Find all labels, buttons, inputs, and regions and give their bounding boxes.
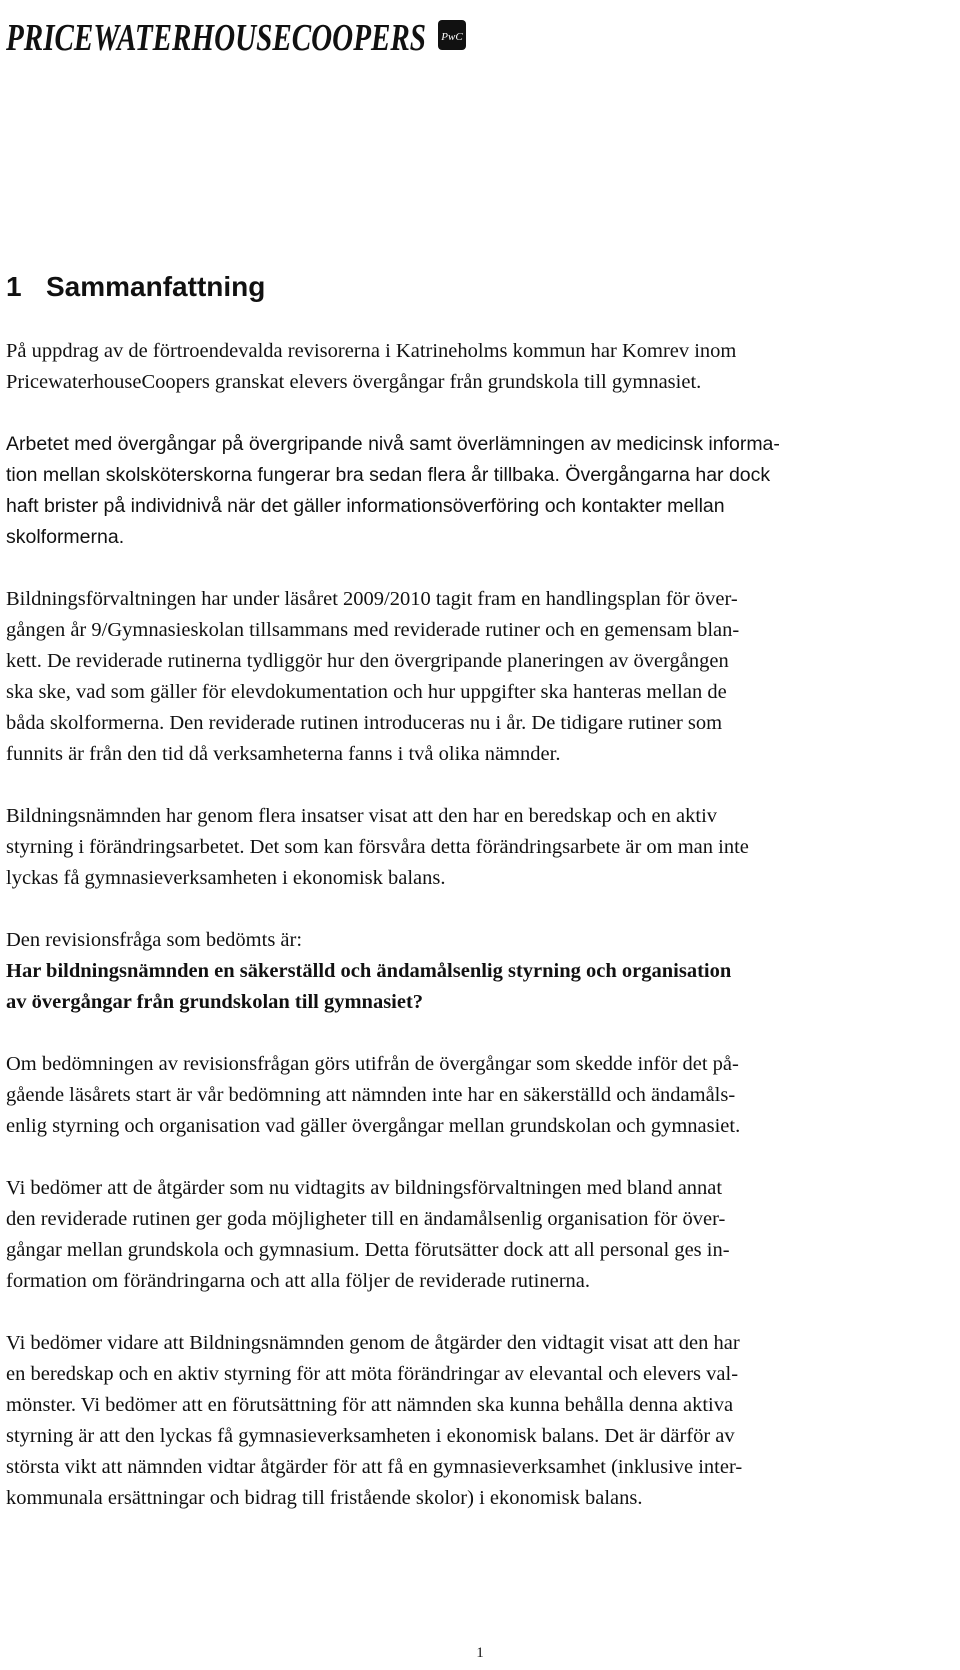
paragraph-question-intro: Den revisionsfråga som bedömts är: (6, 929, 303, 951)
paragraph-assessment: Om bedömningen av revisionsfrågan görs utifrån de övergångar som skedde inför det på- gående läsårets start är vår bedömning att nämnden inte har en säkerställd och ändamåls- enlig styrning och organisation vad gäller övergångar mellan grundskolan och gymnasiet. (6, 1053, 741, 1137)
pwc-seal-icon (438, 20, 466, 50)
logo-wordmark: PRICEWATERHOUSECOOPERS (5, 17, 427, 59)
paragraph-further-assessment: Vi bedömer vidare att Bildningsnämnden genom de åtgärder den vidtagit visat att den har en beredskap och en aktiv styrning för att möta förändringar av elevantal och elevers val- mönster. Vi bedömer att en förutsättning för att nämnden ska kunna behålla denna aktiva styrning är att den lyckas få gymnasieverksamheten i ekonomisk balans. Det är därför av största vikt att nämnden vidtar åtgärder för att få en gymnasieverksamhet (inklusive inter- kommunala ersättningar och bidrag till fristående skolor) i ekonomisk balans. (6, 1332, 743, 1509)
page-number: 1 (476, 1645, 484, 1661)
document-body (6, 336, 946, 1545)
paragraph-board-readiness: Bildningsnämnden har genom flera insatser visat att den har en beredskap och en aktiv styrning i förändringsarbetet. Det som kan försvåra detta förändringsarbete är om man inte lyckas få gymnasieverksamheten i ekonomisk balans. (6, 805, 749, 889)
section-heading (6, 270, 265, 304)
pwc-logo (4, 6, 494, 62)
paragraph-assignment: På uppdrag av de förtroendevalda revisorerna i Katrineholms kommun har Komrev inom PricewaterhouseCoopers granskat elevers övergångar från grundskola till gymnasiet. (6, 340, 737, 393)
section-number: 1 (6, 271, 22, 302)
paragraph-action-plan: Bildningsförvaltningen har under läsåret 2009/2010 tagit fram en handlingsplan för över- gången år 9/Gymnasieskolan tillsammans med reviderade rutiner och en gemensam blan- kett. De reviderade rutinerna tydliggör hur den övergripande planeringen av övergången ska ske, vad som gäller för elevdokumentation och hur uppgifter ska hanteras mellan de båda skolformerna. Den reviderade rutinen introduceras nu i år. De tidigare rutiner som funnits är från den tid då verksamheterna fanns i två olika nämnder. (6, 588, 740, 765)
svg-text:PwC: PwC (441, 31, 463, 43)
paragraph-current-work: Arbetet med övergångar på övergripande nivå samt överlämningen av medicinsk informa- tion mellan skolsköterskorna fungerar bra sedan flera år tillbaka. Övergångarna har dock haft brister på individnivå när det gäller informationsöverföring och kontakter mellan skolformerna. (6, 433, 780, 548)
section-title: Sammanfattning (46, 271, 266, 302)
paragraph-audit-question: Har bildningsnämnden en säkerställd och ändamålsenlig styrning och organisation av övergångar från grundskolan till gymnasiet? (6, 960, 732, 1013)
paragraph-measures: Vi bedömer att de åtgärder som nu vidtagits av bildningsförvaltningen med bland annat den reviderade rutinen ger goda möjligheter till en ändamålsenlig organisation för över- gångar mellan grundskola och gymnasium. Detta förutsätter dock att all personal ges in- formation om förändringarna och att alla följer de reviderade rutinerna. (6, 1177, 730, 1292)
